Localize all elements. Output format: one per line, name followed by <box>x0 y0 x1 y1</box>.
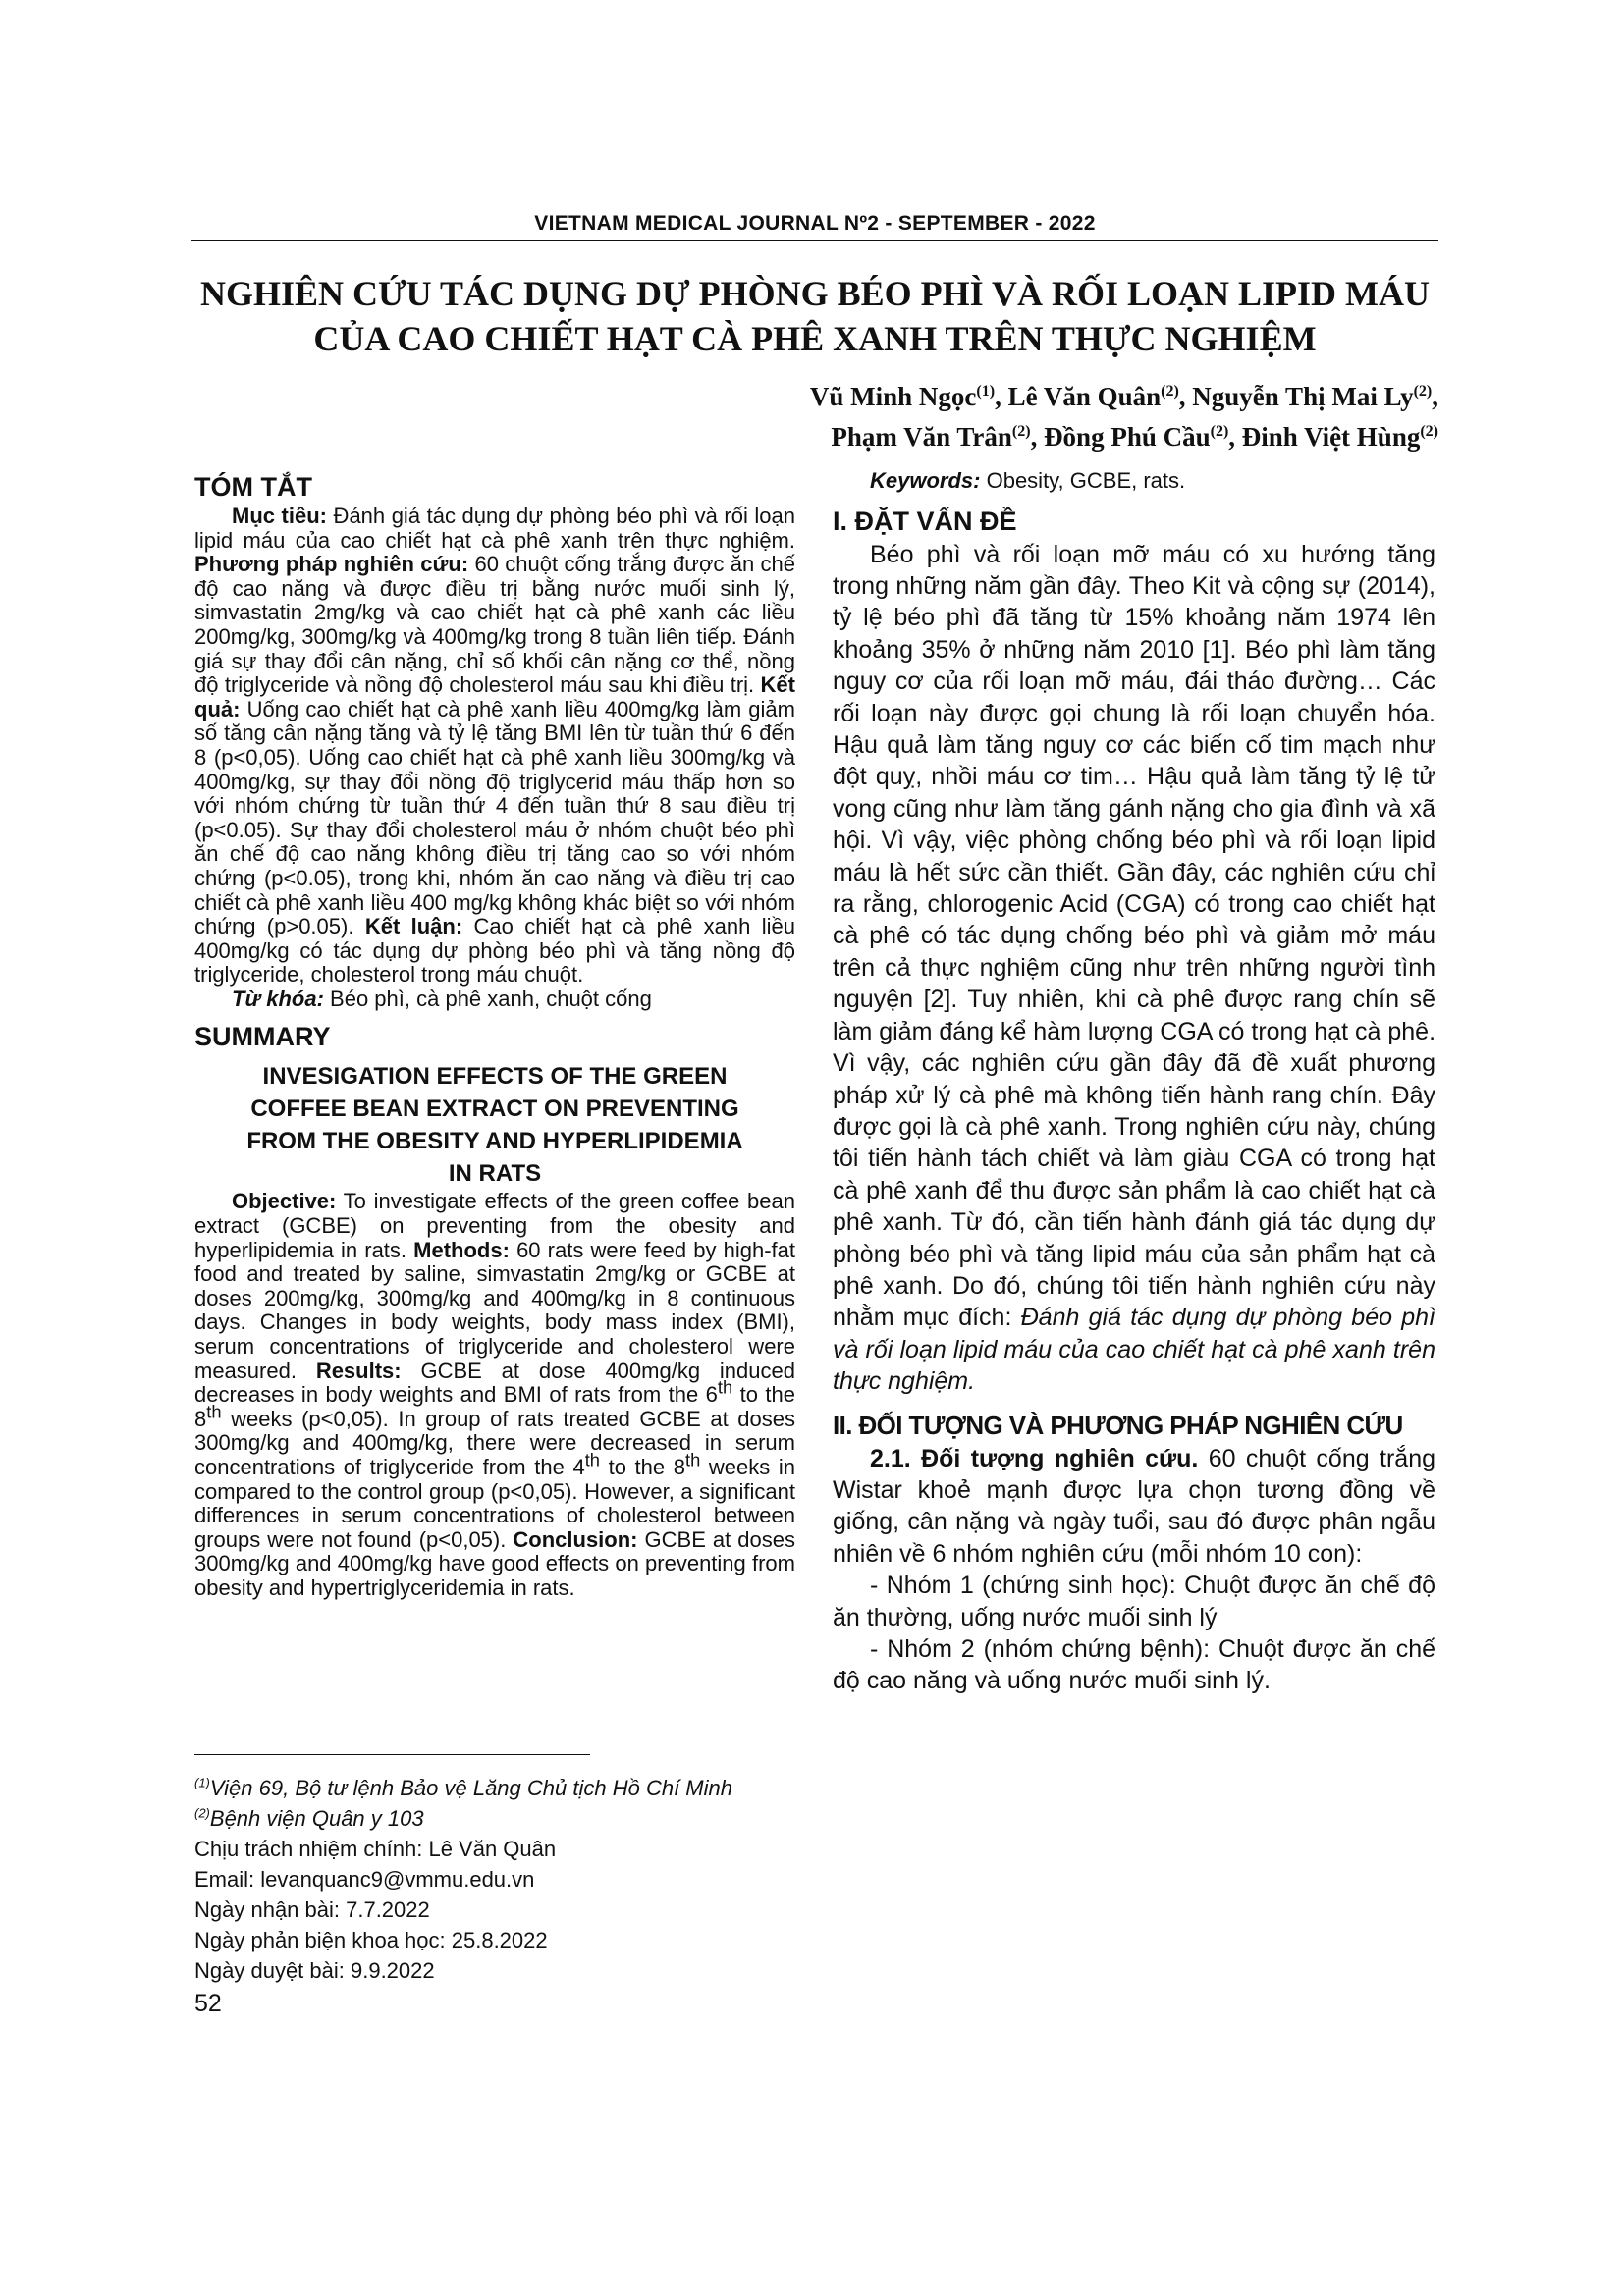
methods-label: Methods: <box>413 1237 510 1262</box>
author-name: Đinh Việt Hùng <box>1241 422 1421 452</box>
author-list <box>550 377 1438 457</box>
objective-label: Objective: <box>232 1189 337 1214</box>
keywords-label: Từ khóa: <box>232 986 324 1011</box>
english-title <box>194 1060 795 1190</box>
journal-header: VIETNAM MEDICAL JOURNAL Nº2 - SEPTEMBER - 2022 <box>534 212 1096 235</box>
methods-label: Phương pháp nghiên cứu: <box>194 552 469 577</box>
group-2-item: - Nhóm 2 (nhóm chứng bệnh): Chuột được ăn chế độ cao năng và uống nước muối sinh lý. <box>833 1635 1435 1695</box>
keywords-en <box>833 469 1435 494</box>
left-column <box>194 469 795 1601</box>
superscript: th <box>717 1376 733 1398</box>
author-separator: , <box>995 382 1008 411</box>
results-text: to the 8 <box>194 1382 795 1431</box>
subsection-text: 60 chuột cống trắng Wistar khoẻ mạnh được lựa chọn tương đồng về giống, cân nặng và ngày tuổi, sau đó được phân ngẫu nhiên về 6 nhóm nghiên cứu (mỗi nhóm 10 con): <box>833 1444 1435 1568</box>
conclusion-label: Conclusion: <box>513 1526 638 1552</box>
author-affiliation: (1) <box>976 383 996 400</box>
author-affiliation: (2) <box>1413 383 1433 400</box>
english-title-line: COFFEE BEAN EXTRACT ON PREVENTING <box>250 1095 739 1123</box>
group-1-item: - Nhóm 1 (chứng sinh học): Chuột được ăn chế độ ăn thường, uống nước muối sinh lý <box>833 1572 1435 1631</box>
affiliation-text: Bệnh viện Quân y 103 <box>209 1806 424 1831</box>
conclusion-text: Cao chiết hạt cà phê xanh liều 400mg/kg có tác dụng dự phòng béo phì và tăng nồng độ triglyceride, cholesterol trong máu chuột. <box>194 914 795 988</box>
study-aim: Đánh giá tác dụng dự phòng béo phì và rối loạn lipid máu của cao chiết hạt cà phê xanh trên thực nghiệm. <box>833 1304 1435 1396</box>
author-line-1 <box>550 377 1438 417</box>
results-text: to the 8 <box>599 1455 685 1479</box>
author-name: Nguyễn Thị Mai Ly <box>1192 382 1414 411</box>
author-separator: , <box>1228 422 1242 452</box>
author-name: Vũ Minh Ngọc <box>809 382 977 411</box>
results-text: GCBE at dose 400mg/kg induced decreases in body weights and BMI of rats from the 6 <box>194 1358 795 1408</box>
subsection-2-1 <box>833 1443 1435 1571</box>
received-date: Ngày nhận bài: 7.7.2022 <box>194 1897 430 1922</box>
author-separator: , <box>1178 382 1193 411</box>
english-title-line: INVESIGATION EFFECTS OF THE GREEN <box>262 1063 728 1091</box>
title-line-2: CỦA CAO CHIẾT HẠT CÀ PHÊ XANH TRÊN THỰC NGHIỆM <box>313 319 1317 358</box>
section-2-heading: II. ĐỐI TƯỢNG VÀ PHƯƠNG PHÁP NGHIÊN CỨU <box>833 1410 1403 1440</box>
methods-text: 60 rats were feed by high-fat food and treated by saline, simvastatin 2mg/kg or GCBE at doses 200mg/kg, 300mg/kg and 400mg/kg in 8 continuous days. Changes in body weights, body mass index (BMI), serum concentrations of triglyceride and cholesterol were measured. <box>194 1237 795 1383</box>
responsible-author: Chịu trách nhiệm chính: Lê Văn Quân <box>194 1837 557 1861</box>
accepted-date: Ngày duyệt bài: 9.9.2022 <box>194 1958 435 1983</box>
abstract-vi-body <box>194 505 795 988</box>
keywords-vi <box>194 988 795 1012</box>
results-label: Kết quả: <box>194 672 795 721</box>
objective-label: Mục tiêu: <box>232 504 327 528</box>
author-separator: , <box>1432 382 1438 411</box>
page-number: 52 <box>194 1990 222 2017</box>
section-1-heading: I. ĐẶT VẤN ĐỀ <box>833 506 1017 536</box>
author-name: Đồng Phú Cầu <box>1044 422 1211 452</box>
author-affiliation: (2) <box>1161 383 1179 400</box>
keywords-text: Béo phì, cà phê xanh, chuột cống <box>323 986 652 1011</box>
footnote-rule <box>194 1754 590 1755</box>
keywords-label: Keywords: <box>870 468 981 493</box>
english-title-line: FROM THE OBESITY AND HYPERLIPIDEMIA <box>246 1128 743 1155</box>
author-line-2 <box>550 417 1438 457</box>
results-text: weeks in compared to the control group (p<0,05). However, a significant differences in serum concentrations of cholesterol between groups were not found (p<0,05). <box>194 1455 795 1552</box>
superscript: th <box>206 1401 222 1422</box>
conclusion-label: Kết luận: <box>364 914 463 939</box>
header-rule <box>191 240 1438 241</box>
section-1-paragraph <box>833 539 1435 1398</box>
summary-heading: SUMMARY <box>194 1022 331 1052</box>
methods-text: 60 chuột cống trắng được ăn chế độ cao năng và được điều trị bằng nước muối sinh lý, simvastatin 2mg/kg và cao chiết hạt cà phê xanh các liều 200mg/kg, 300mg/kg và 400mg/kg trong 8 tuần liên tiếp. Đánh giá sự thay đổi cân nặng, chỉ số khối cân nặng cơ thể, nồng độ triglyceride và nồng độ cholesterol máu sau khi điều trị. <box>194 552 795 698</box>
article-title <box>191 271 1438 361</box>
english-title-line: IN RATS <box>448 1160 542 1188</box>
affiliation-mark: (2) <box>194 1805 210 1821</box>
contact-email: Email: levanquanc9@vmmu.edu.vn <box>194 1867 535 1892</box>
affiliation-mark: (1) <box>194 1775 210 1790</box>
superscript: th <box>584 1449 600 1470</box>
footnotes <box>194 1773 795 1986</box>
abstract-vi-heading: TÓM TẮT <box>194 472 312 502</box>
review-date: Ngày phản biện khoa học: 25.8.2022 <box>194 1928 548 1952</box>
affiliation-text: Viện 69, Bộ tư lệnh Bảo vệ Lăng Chủ tịch Hồ Chí Minh <box>209 1776 732 1800</box>
objective-text: To investigate effects of the green coffee bean extract (GCBE) on preventing from the obesity and hyperlipidemia in rats. <box>194 1189 795 1262</box>
intro-text: Béo phì và rối loạn mỡ máu có xu hướng tăng trong những năm gần đây. Theo Kit và cộng sự (2014), tỷ lệ béo phì đã tăng từ 15% khoảng năm 1974 lên khoảng 35% ở những năm 2010 [1]. Béo phì làm tăng nguy cơ của rối loạn mỡ máu, đái tháo đường… Các rối loạn này được gọi chung là rối loạn chuyển hóa. Hậu quả làm tăng nguy cơ các biến cố tim mạch như đột quỵ, nhồi máu cơ tim… Hậu quả làm tăng tỷ lệ tử vong cũng như làm tăng gánh nặng cho gia đình và xã hội. Vì vậy, việc phòng chống béo phì và rối loạn lipid máu là hết sức cần thiết. Gần đây, các nghiên cứu chỉ ra rằng, chlorogenic Acid (CGA) có trong cao chiết hạt cà phê có tác dụng chống béo phì và giảm mở máu trên cả thực nghiệm cũng như trên những người tình nguyện [2]. Tuy nhiên, khi cà phê được rang chín sẽ làm giảm đáng kể hàm lượng CGA có trong hạt cà phê. Vì vậy, các nghiên cứu gần đây đã đề xuất phương pháp xử lý cà phê mà không tiến hành rang chín. Đây được gọi là cà phê xanh. Trong nghiên cứu này, chúng tôi tiến hành tách chiết và làm giàu CGA có trong hạt cà phê xanh để thu được sản phẩm là cao chiết hạt cà phê xanh. Từ đó, cần tiến hành đánh giá tác dụng dự phòng béo phì và tăng lipid máu của sản phẩm hạt cà phê xanh. Do đó, chúng tôi tiến hành nghiên cứu này nhằm mục đích: <box>833 540 1436 1332</box>
results-label: Results: <box>315 1358 402 1383</box>
results-text: Uống cao chiết hạt cà phê xanh liều 400mg/kg làm giảm số tăng cân nặng tăng và tỷ lệ tăng BMI lên từ tuần thứ 6 đến 8 (p<0,05). Uống cao chiết hạt cà phê xanh liều 300mg/kg và 400mg/kg, sự thay đổi nồng độ triglycerid máu thấp hơn so với nhóm chứng từ tuần thứ 4 đến tuần thứ 8 sau điều trị (p<0.05). Sự thay đổi cholesterol máu ở nhóm chuột béo phì ăn chế độ cao năng không điều trị tăng cao so với nhóm chứng (p<0.05), trong khi, nhóm ăn cao năng và điều trị cao chiết cà phê xanh liều 400 mg/kg không khác biệt so với nhóm chứng (p>0.05). <box>194 696 795 939</box>
abstract-en-body <box>194 1190 795 1600</box>
author-separator: , <box>1030 422 1045 452</box>
author-name: Phạm Văn Trân <box>831 422 1012 452</box>
title-line-1: NGHIÊN CỨU TÁC DỤNG DỰ PHÒNG BÉO PHÌ VÀ RỐI LOẠN LIPID MÁU <box>199 274 1431 313</box>
superscript: th <box>684 1449 701 1470</box>
objective-text: Đánh giá tác dụng dự phòng béo phì và rối loạn lipid máu của cao chiết hạt cà phê xanh trên thực nghiệm. <box>194 504 795 553</box>
author-affiliation: (2) <box>1011 423 1031 440</box>
author-name: Lê Văn Quân <box>1007 382 1162 411</box>
conclusion-text: GCBE at doses 300mg/kg and 400mg/kg have good effects on preventing from obesity and hypertriglyceridemia in rats. <box>194 1526 795 1600</box>
subsection-label: 2.1. Đối tượng nghiên cứu. <box>870 1444 1199 1472</box>
keywords-text: Obesity, GCBE, rats. <box>980 468 1186 493</box>
author-affiliation: (2) <box>1210 423 1229 440</box>
right-column <box>833 469 1435 1697</box>
affiliation-1 <box>194 1773 795 1803</box>
results-text: weeks (p<0,05). In group of rats treated GCBE at doses 300mg/kg and 400mg/kg, there were decreased in serum concentrations of triglyceride from the 4 <box>194 1406 795 1479</box>
affiliation-2 <box>194 1803 795 1834</box>
author-affiliation: (2) <box>1420 423 1438 440</box>
